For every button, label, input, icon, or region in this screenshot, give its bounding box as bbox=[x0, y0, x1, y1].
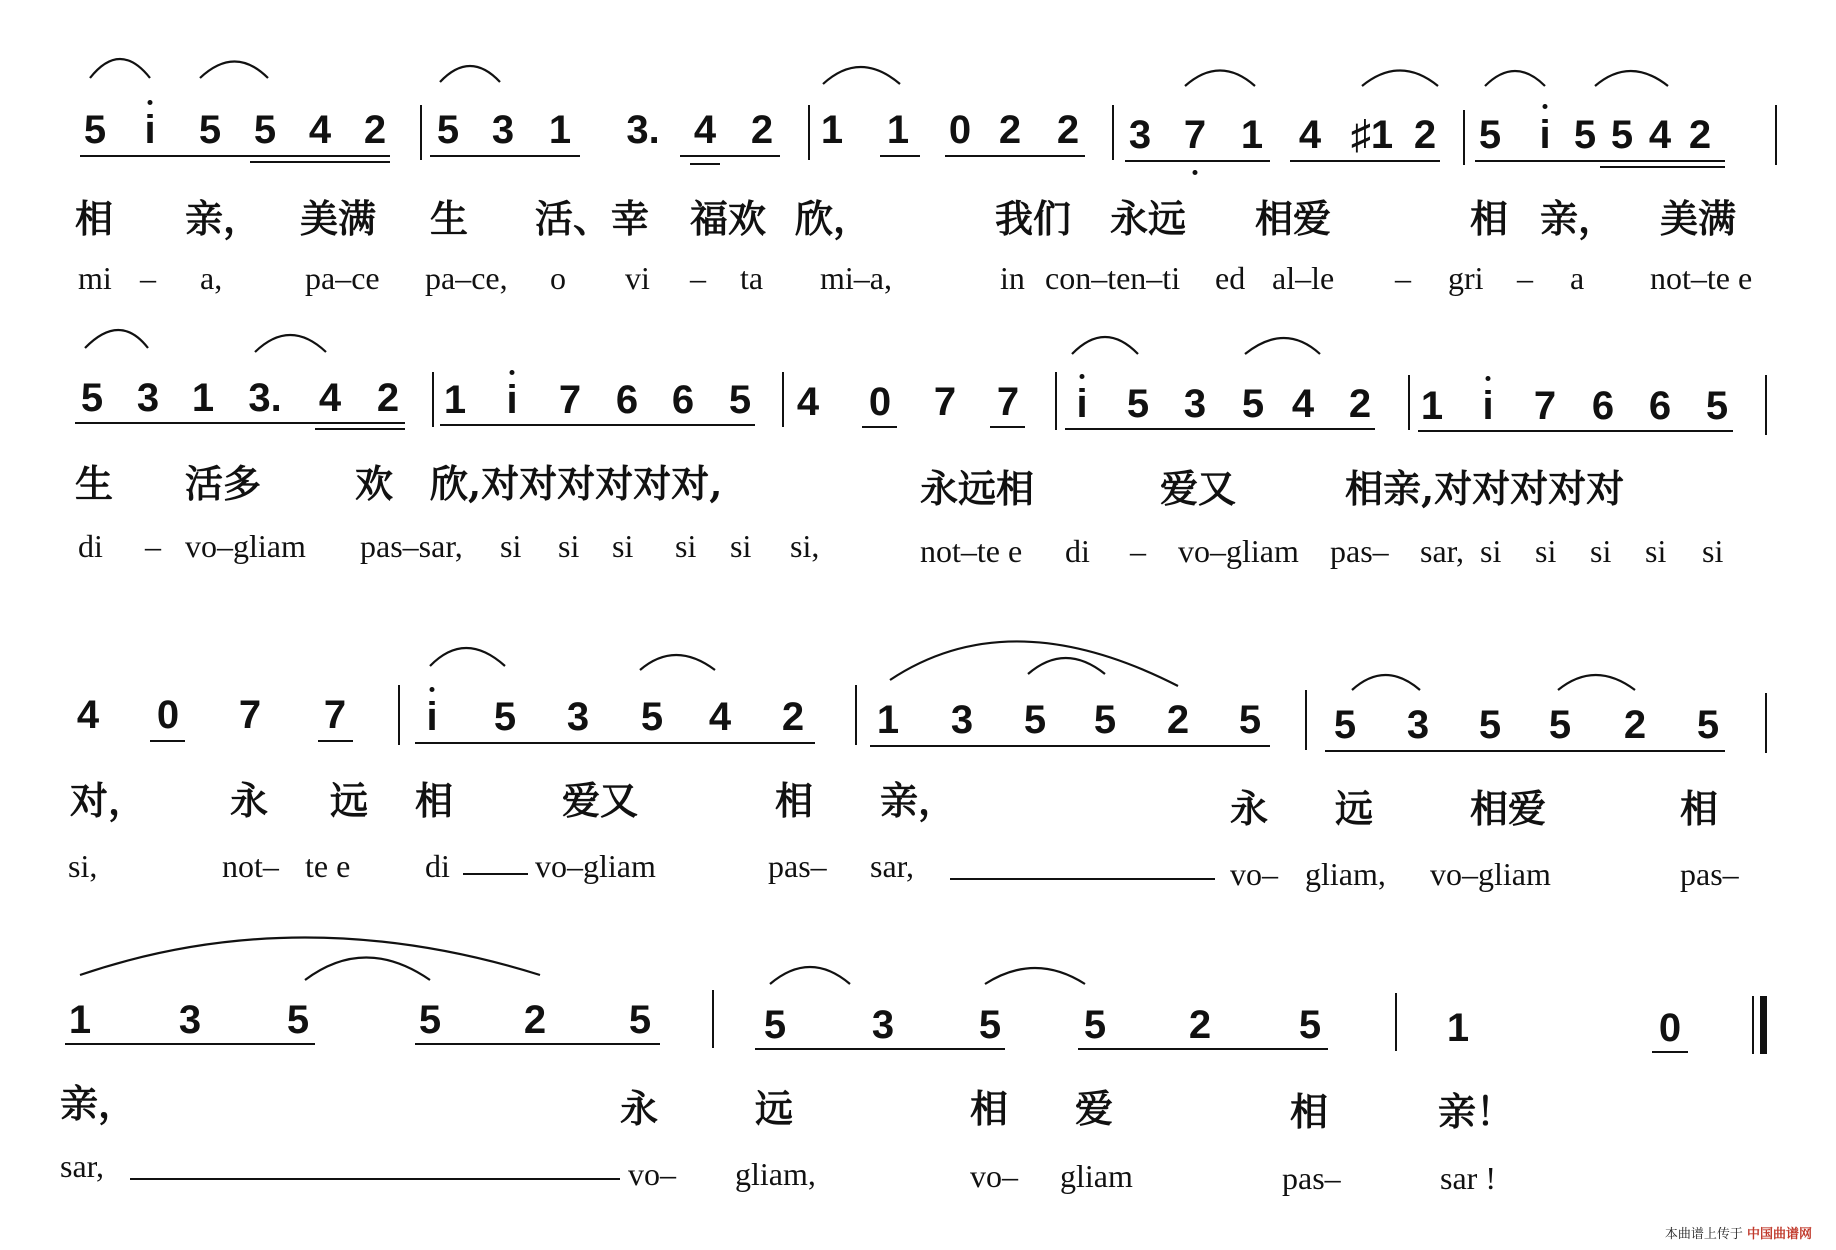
lyric-cn: 亲， bbox=[185, 196, 262, 241]
octave-dot bbox=[430, 687, 435, 692]
note: 2 bbox=[1623, 703, 1647, 747]
note: 2 bbox=[376, 376, 400, 420]
note: 1 bbox=[443, 378, 467, 422]
lyric-cn: 美满 bbox=[1660, 196, 1737, 241]
note: 4 bbox=[308, 108, 332, 152]
note: 7 bbox=[1533, 384, 1557, 428]
note: 1 bbox=[191, 376, 215, 420]
note: 2 bbox=[1688, 113, 1712, 157]
lyric-cn: 亲！ bbox=[1438, 1089, 1515, 1134]
note: 5 bbox=[1478, 113, 1502, 157]
lyric-it: – bbox=[1517, 260, 1533, 296]
note: 4 bbox=[1291, 382, 1315, 426]
note: 5 bbox=[1705, 384, 1729, 428]
note: 1 bbox=[548, 108, 572, 152]
note: 5 bbox=[1298, 1003, 1322, 1047]
note: 0 bbox=[1658, 1006, 1682, 1050]
lyric-it: sar, bbox=[60, 1148, 105, 1184]
note: 3 bbox=[1128, 113, 1152, 157]
note: 2 bbox=[1413, 113, 1437, 157]
underline bbox=[150, 740, 185, 742]
slur bbox=[890, 641, 1178, 686]
note: 3. bbox=[248, 376, 282, 420]
underline bbox=[1325, 750, 1725, 752]
note: 5 bbox=[763, 1003, 787, 1047]
lyric-it: pas–sar, bbox=[360, 528, 463, 564]
source-credit bbox=[1665, 1223, 1812, 1242]
barline bbox=[712, 990, 714, 1048]
note: 2 bbox=[750, 108, 774, 152]
note: 1 bbox=[1240, 113, 1264, 157]
note: i bbox=[1539, 113, 1551, 157]
lyric-cn: 永远 bbox=[1110, 196, 1187, 241]
lyric-it: si bbox=[1645, 533, 1667, 569]
lyric-cn: 爱 bbox=[1075, 1086, 1114, 1131]
underline bbox=[755, 1048, 1005, 1050]
extender-line bbox=[130, 1178, 620, 1180]
barline bbox=[1463, 110, 1465, 165]
underline bbox=[1078, 1048, 1328, 1050]
lyric-it: si bbox=[558, 528, 580, 564]
lyric-it: sar ! bbox=[1440, 1160, 1496, 1196]
note: i bbox=[144, 108, 156, 152]
barline bbox=[808, 105, 810, 160]
lyric-cn: 相 bbox=[970, 1086, 1009, 1131]
note: 5 bbox=[640, 695, 664, 739]
lyric-it: – bbox=[140, 260, 156, 296]
barline bbox=[1765, 693, 1767, 753]
slur bbox=[90, 59, 150, 78]
lyric-cn: 活多 bbox=[185, 461, 262, 506]
note: 5 bbox=[436, 108, 460, 152]
underline bbox=[250, 161, 390, 163]
slur bbox=[1595, 71, 1668, 86]
lyric-it: in bbox=[1000, 260, 1025, 296]
lyric-it: vo– bbox=[970, 1158, 1018, 1194]
lyric-it: sar, bbox=[870, 848, 915, 884]
slur bbox=[1028, 658, 1105, 674]
note: 2 bbox=[1056, 108, 1080, 152]
note: 5 bbox=[253, 108, 277, 152]
underline bbox=[870, 745, 1270, 747]
note: 5 bbox=[628, 998, 652, 1042]
lyric-it: si bbox=[675, 528, 697, 564]
lyric-cn: 亲， bbox=[60, 1081, 137, 1126]
slur bbox=[1558, 675, 1635, 690]
credit-prefix: 本曲谱上传于 bbox=[1664, 1227, 1743, 1242]
underline bbox=[430, 155, 580, 157]
note: 4 bbox=[693, 108, 717, 152]
underline bbox=[65, 1043, 315, 1045]
lyric-it: si bbox=[730, 528, 752, 564]
lyric-it: – bbox=[1130, 533, 1146, 569]
note: 3 bbox=[136, 376, 160, 420]
note: 6 bbox=[1591, 384, 1615, 428]
note: 5 bbox=[80, 376, 104, 420]
underline bbox=[1418, 430, 1733, 432]
lyric-cn: 亲， bbox=[1540, 196, 1617, 241]
note: 3 bbox=[566, 695, 590, 739]
lyric-cn: 相 bbox=[415, 778, 454, 823]
lyric-cn: 福欢 bbox=[690, 196, 767, 241]
lyric-cn: 相亲,对对对对对 bbox=[1345, 466, 1625, 511]
lyric-cn: 我们 bbox=[995, 196, 1072, 241]
lyric-cn: 活、幸 bbox=[535, 196, 650, 241]
lyric-it: vo–gliam bbox=[1430, 856, 1551, 892]
note: 3 bbox=[1183, 382, 1207, 426]
note: 5 bbox=[1696, 703, 1720, 747]
barline bbox=[1055, 372, 1057, 430]
note: 5 bbox=[83, 108, 107, 152]
note: 2 bbox=[523, 998, 547, 1042]
note: 3 bbox=[1406, 703, 1430, 747]
lyric-cn: 远 bbox=[1335, 786, 1374, 831]
lyric-it: ed bbox=[1215, 260, 1246, 296]
note: 3 bbox=[950, 698, 974, 742]
underline bbox=[680, 155, 780, 157]
note: 4 bbox=[318, 376, 342, 420]
lyric-it: – bbox=[1395, 260, 1411, 296]
lyric-it: vi bbox=[625, 260, 650, 296]
slur bbox=[1352, 675, 1420, 690]
lyric-it: si bbox=[612, 528, 634, 564]
note: 5 bbox=[198, 108, 222, 152]
lyric-cn: 相 bbox=[1680, 786, 1719, 831]
lyric-cn: 相 bbox=[75, 196, 114, 241]
note: i bbox=[426, 695, 438, 739]
lyric-it: pa–ce bbox=[305, 260, 380, 296]
lyric-it: not–te e bbox=[1650, 260, 1753, 296]
lyric-it: o bbox=[550, 260, 566, 296]
barline bbox=[420, 105, 422, 160]
lyric-it: a, bbox=[200, 260, 223, 296]
lyric-it: vo– bbox=[1230, 856, 1278, 892]
lyric-it: pas– bbox=[1282, 1160, 1341, 1196]
lyric-cn: 爱又 bbox=[562, 778, 639, 823]
note: 7 bbox=[558, 378, 582, 422]
lyric-it: – bbox=[145, 528, 161, 564]
note: 4 bbox=[76, 693, 100, 737]
note: 5 bbox=[1093, 698, 1117, 742]
note: 5 bbox=[1573, 113, 1597, 157]
lyric-it: pa–ce, bbox=[425, 260, 508, 296]
octave-dot bbox=[510, 370, 515, 375]
lyric-it: di bbox=[78, 528, 103, 564]
lyric-cn: 欣,对对对对对对, bbox=[430, 461, 723, 506]
lyric-cn: 永 bbox=[230, 778, 269, 823]
note: 5 bbox=[1023, 698, 1047, 742]
note: 0 bbox=[156, 693, 180, 737]
note: 5 bbox=[728, 378, 752, 422]
slur bbox=[1485, 71, 1545, 86]
lyric-it: te e bbox=[305, 848, 351, 884]
slur bbox=[1362, 71, 1438, 87]
slur bbox=[440, 66, 500, 82]
note: 3. bbox=[626, 108, 660, 152]
note: 6 bbox=[671, 378, 695, 422]
note: 5 bbox=[1610, 113, 1634, 157]
underline bbox=[990, 426, 1025, 428]
note: 7 bbox=[933, 380, 957, 424]
barline bbox=[398, 685, 400, 745]
lyric-cn: 远 bbox=[330, 778, 369, 823]
note: 3 bbox=[178, 998, 202, 1042]
note: 1 bbox=[886, 108, 910, 152]
note: 0 bbox=[948, 108, 972, 152]
barline bbox=[1775, 105, 1777, 165]
lyric-cn: 爱又 bbox=[1160, 466, 1237, 511]
slur bbox=[1185, 71, 1255, 87]
lyric-it: vo–gliam bbox=[185, 528, 306, 564]
lyric-it: pas– bbox=[768, 848, 827, 884]
lyric-it: gliam, bbox=[1305, 856, 1386, 892]
note: 1 bbox=[1420, 384, 1444, 428]
lyric-it: con–ten–ti bbox=[1045, 260, 1181, 296]
lyric-it: di bbox=[1065, 533, 1090, 569]
lyric-it: gliam bbox=[1060, 1158, 1133, 1194]
note: 5 bbox=[1478, 703, 1502, 747]
underline bbox=[415, 742, 815, 744]
lyric-it: si bbox=[500, 528, 522, 564]
slur bbox=[640, 655, 715, 670]
note: i bbox=[506, 378, 518, 422]
slur bbox=[985, 968, 1085, 984]
lyric-it: vo–gliam bbox=[535, 848, 656, 884]
note: 5 bbox=[1241, 382, 1265, 426]
lyric-it: pas– bbox=[1680, 856, 1739, 892]
lyric-it: al–le bbox=[1272, 260, 1335, 296]
note: 5 bbox=[978, 1003, 1002, 1047]
lyric-cn: 相 bbox=[1470, 196, 1509, 241]
note: 6 bbox=[615, 378, 639, 422]
slur bbox=[770, 967, 850, 984]
note: 5 bbox=[418, 998, 442, 1042]
underline bbox=[318, 740, 353, 742]
lyric-it: vo–gliam bbox=[1178, 533, 1299, 569]
lyric-it: gliam, bbox=[735, 1156, 816, 1192]
extender-line bbox=[950, 878, 1215, 880]
note: 5 bbox=[1333, 703, 1357, 747]
lyric-it: di bbox=[425, 848, 450, 884]
note: 6 bbox=[1648, 384, 1672, 428]
underline bbox=[690, 163, 720, 165]
underline bbox=[1652, 1051, 1688, 1053]
underline bbox=[1290, 160, 1440, 162]
note: 2 bbox=[1348, 382, 1372, 426]
slur bbox=[200, 62, 268, 79]
barline bbox=[1112, 105, 1114, 160]
note: ♯1 bbox=[1350, 113, 1394, 157]
lyric-cn: 生 bbox=[75, 461, 114, 506]
lyric-cn: 相 bbox=[1290, 1089, 1329, 1134]
slur bbox=[430, 648, 505, 666]
final-barline bbox=[1760, 996, 1767, 1054]
underline bbox=[1600, 166, 1725, 168]
slur bbox=[1072, 337, 1138, 354]
note: 7 bbox=[1183, 113, 1207, 157]
note: i bbox=[1076, 382, 1088, 426]
barline bbox=[1765, 375, 1767, 435]
lyric-cn: 生 bbox=[430, 196, 469, 241]
note: 2 bbox=[998, 108, 1022, 152]
lyric-it: si bbox=[1535, 533, 1557, 569]
note: 1 bbox=[820, 108, 844, 152]
lyric-it: not–te e bbox=[920, 533, 1023, 569]
note: 5 bbox=[493, 695, 517, 739]
underline bbox=[1065, 428, 1375, 430]
underline bbox=[80, 155, 390, 157]
slur bbox=[80, 938, 540, 976]
slur bbox=[255, 335, 326, 352]
octave-dot bbox=[148, 100, 153, 105]
lyric-cn: 相 bbox=[775, 778, 814, 823]
slur bbox=[305, 958, 430, 981]
note: 4 bbox=[1648, 113, 1672, 157]
underline bbox=[1475, 160, 1725, 162]
slur bbox=[85, 330, 148, 348]
octave-dot-below bbox=[1193, 170, 1198, 175]
underline bbox=[415, 1043, 660, 1045]
note: 5 bbox=[1126, 382, 1150, 426]
underline bbox=[315, 428, 405, 430]
note: 2 bbox=[1188, 1003, 1212, 1047]
lyric-it: gri bbox=[1448, 260, 1484, 296]
lyric-cn: 欣， bbox=[795, 196, 872, 241]
underline bbox=[1125, 160, 1270, 162]
barline bbox=[1395, 993, 1397, 1051]
note: 0 bbox=[868, 380, 892, 424]
octave-dot bbox=[1486, 376, 1491, 381]
extender-line bbox=[463, 873, 528, 875]
lyric-it: si, bbox=[68, 848, 98, 884]
underline bbox=[945, 155, 1085, 157]
underline bbox=[862, 426, 897, 428]
note: 7 bbox=[323, 693, 347, 737]
note: 3 bbox=[871, 1003, 895, 1047]
lyric-it: ta bbox=[740, 260, 764, 296]
note: i bbox=[1482, 384, 1494, 428]
barline bbox=[782, 372, 784, 427]
site-logo[interactable]: 中国曲谱网 bbox=[1746, 1227, 1812, 1242]
lyric-cn: 亲， bbox=[880, 778, 957, 823]
lyric-cn: 欢 bbox=[355, 461, 394, 506]
underline bbox=[75, 422, 405, 424]
lyric-it: pas– bbox=[1330, 533, 1389, 569]
lyric-it: a bbox=[1570, 260, 1585, 296]
lyric-cn: 美满 bbox=[300, 196, 377, 241]
barline bbox=[1305, 690, 1307, 750]
lyric-it: si bbox=[1702, 533, 1724, 569]
slur bbox=[823, 67, 900, 84]
note: 7 bbox=[238, 693, 262, 737]
lyric-it: not– bbox=[222, 848, 279, 884]
lyric-it: vo– bbox=[628, 1156, 676, 1192]
note: 7 bbox=[996, 380, 1020, 424]
note: 1 bbox=[1446, 1006, 1470, 1050]
note: 5 bbox=[1083, 1003, 1107, 1047]
octave-dot bbox=[1080, 374, 1085, 379]
lyric-it: – bbox=[690, 260, 706, 296]
note: 4 bbox=[796, 380, 820, 424]
note: 4 bbox=[708, 695, 732, 739]
barline bbox=[1752, 996, 1754, 1054]
note: 4 bbox=[1298, 113, 1322, 157]
slur bbox=[1245, 338, 1320, 354]
note: 3 bbox=[491, 108, 515, 152]
lyric-cn: 相爱 bbox=[1470, 786, 1547, 831]
lyric-it: si bbox=[1590, 533, 1612, 569]
lyric-it: si bbox=[1480, 533, 1502, 569]
note: 2 bbox=[1166, 698, 1190, 742]
lyric-cn: 永 bbox=[620, 1086, 659, 1131]
note: 5 bbox=[1548, 703, 1572, 747]
barline bbox=[432, 372, 434, 427]
lyric-it: sar, bbox=[1420, 533, 1465, 569]
octave-dot bbox=[1543, 104, 1548, 109]
note: 5 bbox=[1238, 698, 1262, 742]
lyric-it: si, bbox=[790, 528, 820, 564]
lyric-cn: 永 bbox=[1230, 786, 1269, 831]
note: 2 bbox=[363, 108, 387, 152]
lyric-it: mi bbox=[78, 260, 112, 296]
lyric-cn: 远 bbox=[755, 1086, 794, 1131]
underline bbox=[880, 155, 920, 157]
lyric-cn: 相爱 bbox=[1255, 196, 1332, 241]
lyric-cn: 对， bbox=[70, 778, 147, 823]
underline bbox=[440, 424, 755, 426]
note: 5 bbox=[286, 998, 310, 1042]
note: 1 bbox=[68, 998, 92, 1042]
barline bbox=[1408, 375, 1410, 430]
lyric-it: mi–a, bbox=[820, 260, 892, 296]
note: 2 bbox=[781, 695, 805, 739]
note: 1 bbox=[876, 698, 900, 742]
barline bbox=[855, 685, 857, 745]
lyric-cn: 永远相 bbox=[920, 466, 1035, 511]
